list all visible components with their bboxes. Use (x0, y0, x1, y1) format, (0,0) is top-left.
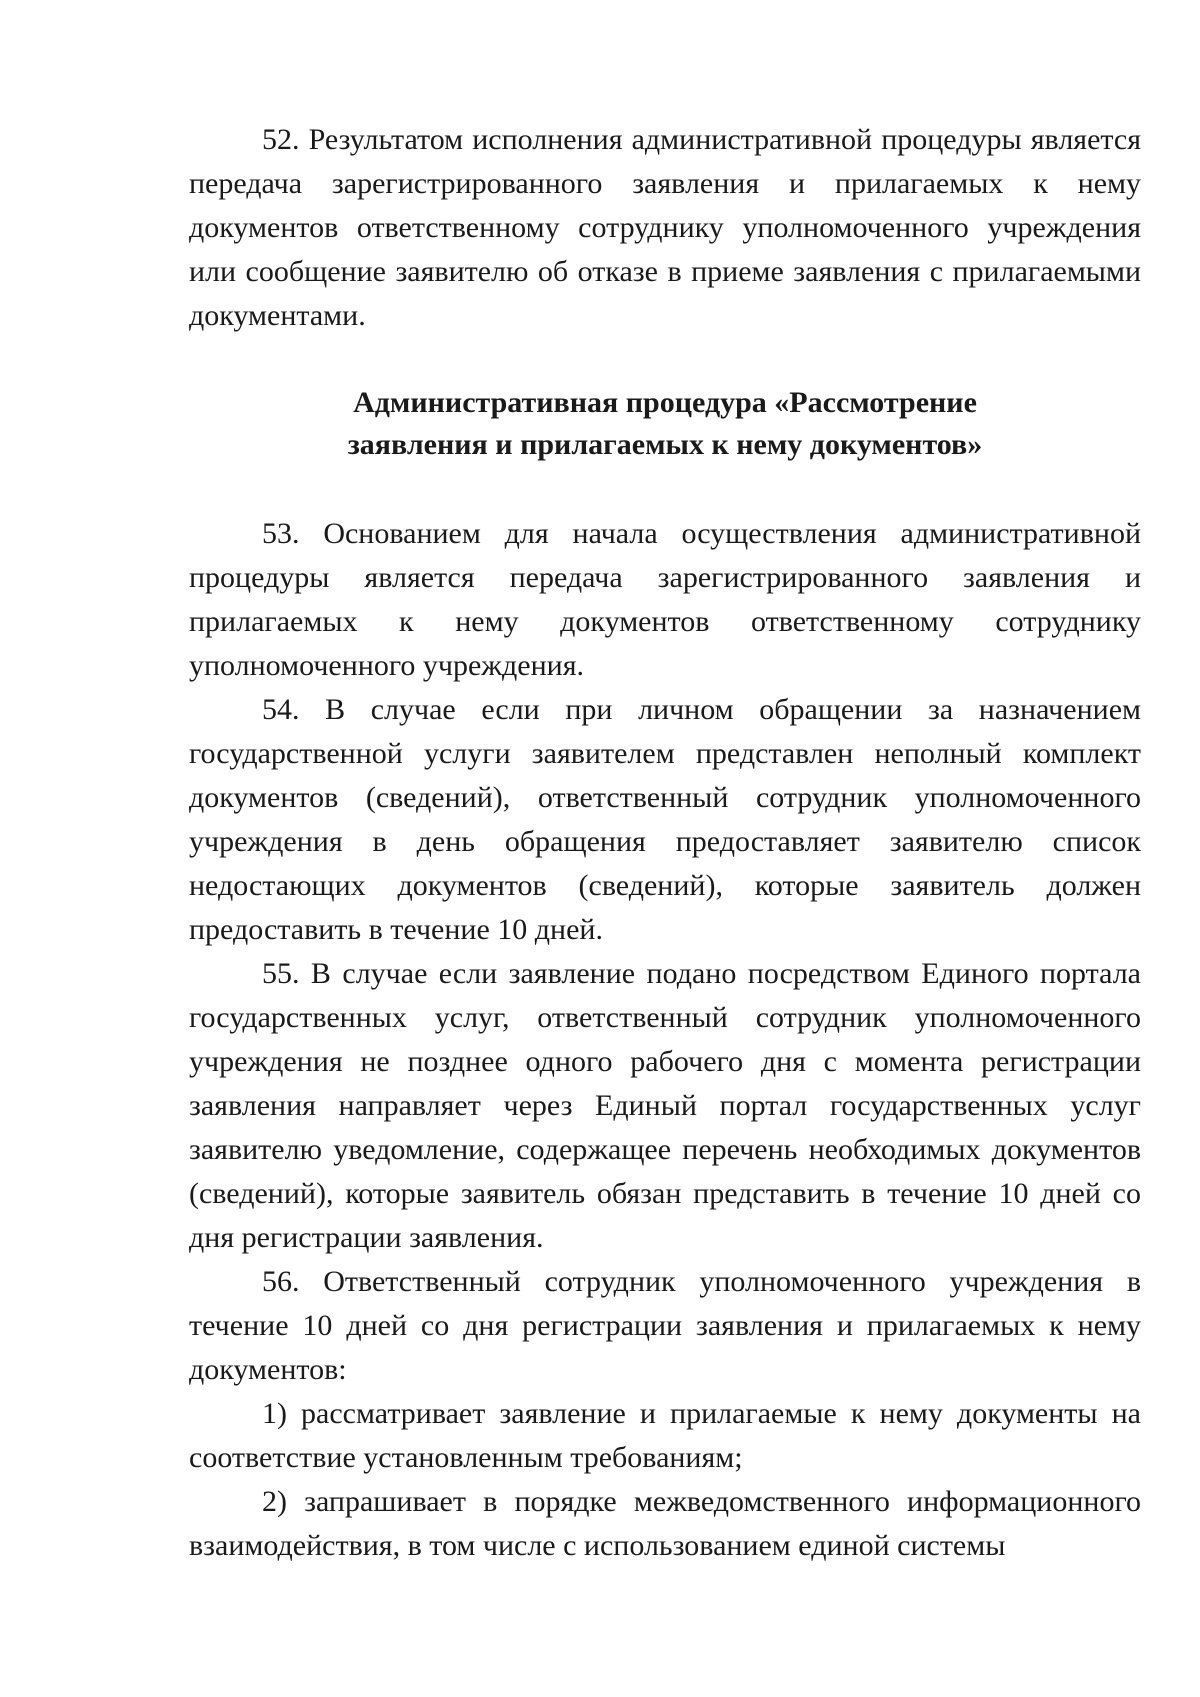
heading-line-2: заявления и прилагаемых к нему документов» (347, 428, 983, 461)
section-top (189, 118, 1141, 338)
paragraph-55: 55. В случае если заявление подано посредством Единого портала государственных услуг, ответственный сотрудник уполномоченного учреждения не позднее одного рабочего дня с момента регистрации заявления направляет через Единый портал государственных услуг заявителю уведомление, содержащее перечень необходимых документов (сведений), которые заявитель обязан представить в течение 10 дней со дня регистрации заявления. (189, 957, 1141, 1254)
paragraph-56: 56. Ответственный сотрудник уполномоченного учреждения в течение 10 дней со дня регистрации заявления и прилагаемых к нему документов: (189, 1265, 1141, 1386)
list-item-1: 1) рассматривает заявление и прилагаемые к нему документы на соответствие установленным требованиям; (189, 1397, 1141, 1474)
heading-line-1: Административная процедура «Рассмотрение (353, 386, 977, 419)
paragraph-54: 54. В случае если при личном обращении за назначением государственной услуги заявителем представлен неполный комплект документов (сведений), ответственный сотрудник уполномоченного учреждения в день обращения предоставляет заявителю список недостающих документов (сведений), которые заявитель должен предоставить в течение 10 дней. (189, 693, 1141, 946)
section-heading (189, 382, 1141, 466)
paragraph-53: 53. Основанием для начала осуществления административной процедуры является передача зарегистрированного заявления и прилагаемых к нему документов ответственному сотруднику уполномоченного учреждения. (189, 517, 1141, 682)
section-main (189, 512, 1141, 1568)
paragraph-52: 52. Результатом исполнения административной процедуры является передача зарегистрированного заявления и прилагаемых к нему документов ответственному сотруднику уполномоченного учреждения или сообщение заявителю об отказе в приеме заявления с прилагаемыми документами. (189, 123, 1141, 332)
list-item-2: 2) запрашивает в порядке межведомственного информационного взаимодействия, в том числе с использованием единой системы (189, 1485, 1141, 1562)
